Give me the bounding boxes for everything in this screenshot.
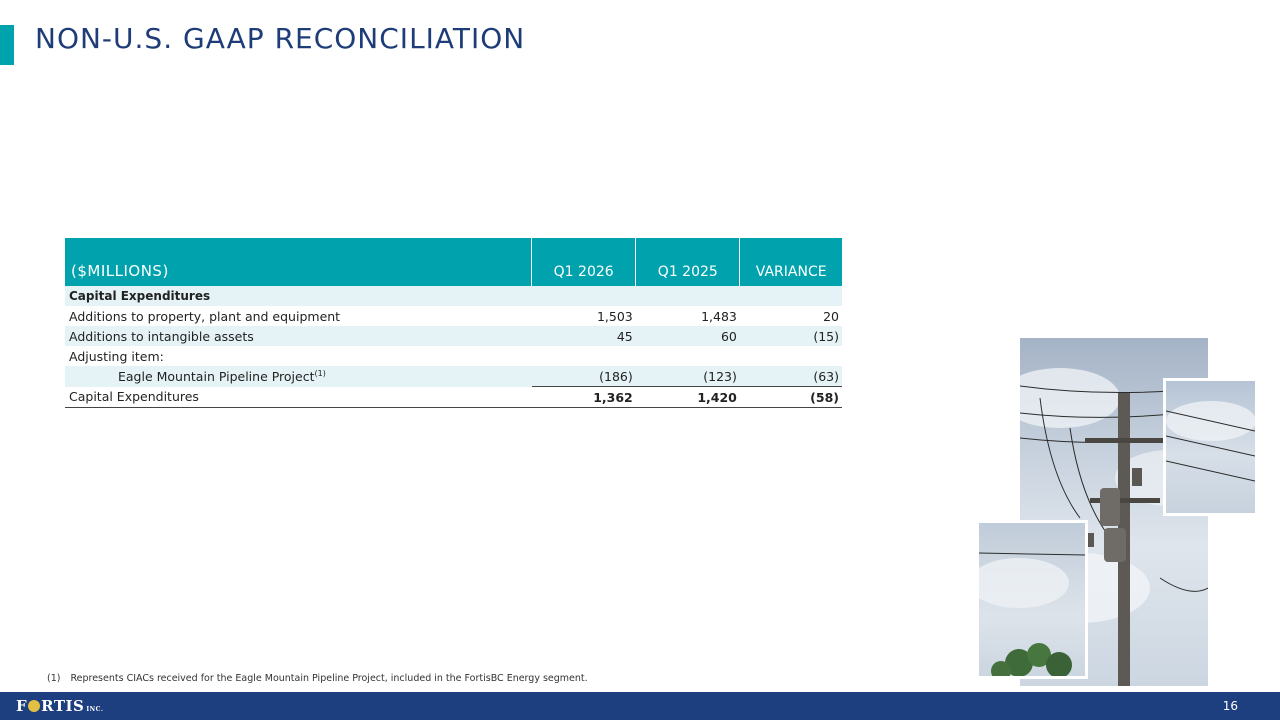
sky-wires-photo [1163,378,1258,516]
cell-q1-2026: (186) [532,366,636,387]
table-header-row [65,238,842,286]
fortis-logo [16,697,103,715]
page-number: 16 [1222,699,1238,713]
cell-q1-2025: 1,420 [636,387,740,408]
cell-q1-2026 [532,346,636,366]
cell-variance [740,286,842,306]
footnote [47,673,588,684]
capex-reconciliation-table [65,238,842,408]
cell-q1-2025: (123) [636,366,740,387]
title-accent-bar [0,25,14,65]
row-label: Capital Expenditures [65,286,532,306]
logo-text-rtis: RTIS [41,697,85,715]
table-row-section-heading [65,286,842,306]
header-variance: VARIANCE [740,238,842,286]
logo-inc: INC. [86,706,104,713]
cell-q1-2025: 1,483 [701,308,737,324]
row-label-cell [65,366,532,387]
cell-q1-2026 [532,286,636,306]
footnote-text: Represents CIACs received for the Eagle Mountain Pipeline Project, included in the FortisBC Energy segment. [70,673,588,684]
table-row-intangible-additions [65,326,842,346]
footnote-number: (1) [47,673,61,684]
footnote-ref: (1) [314,368,326,378]
cell-variance: (63) [740,366,842,387]
table-row-ppe-additions [65,306,842,326]
header-q1-2026: Q1 2026 [532,238,636,286]
cell-variance: 20 [823,308,839,324]
footer-bar [0,692,1280,720]
power-lines-illustration [1166,381,1255,513]
cell-q1-2025 [636,346,740,366]
cell-q1-2025 [636,286,740,306]
cell-variance: (58) [740,387,842,408]
row-label: Additions to intangible assets [65,326,532,346]
logo-emblem-icon [28,700,40,712]
cell-variance: (15) [740,326,842,346]
table-row-total [65,387,842,408]
cell-q1-2026: 1,362 [532,387,636,408]
row-label: Additions to property, plant and equipment [69,308,341,324]
logo-text-f: F [16,697,28,715]
row-label: Eagle Mountain Pipeline Project [118,368,315,384]
tree-sky-photo [976,520,1088,679]
header-units: ($MILLIONS) [65,238,532,286]
cell-q1-2025: 60 [636,326,740,346]
table-row-eagle-mountain [65,366,842,387]
cell-variance [740,346,842,366]
page-title: NON-U.S. GAAP RECONCILIATION [35,22,526,55]
cell-q1-2026: 1,503 [596,308,633,324]
table-row-adjusting-item [65,346,842,366]
header-q1-2025: Q1 2025 [636,238,740,286]
row-label: Capital Expenditures [65,387,532,408]
row-label: Adjusting item: [69,348,164,364]
tree-illustration [979,523,1085,676]
cell-q1-2026: 45 [532,326,636,346]
